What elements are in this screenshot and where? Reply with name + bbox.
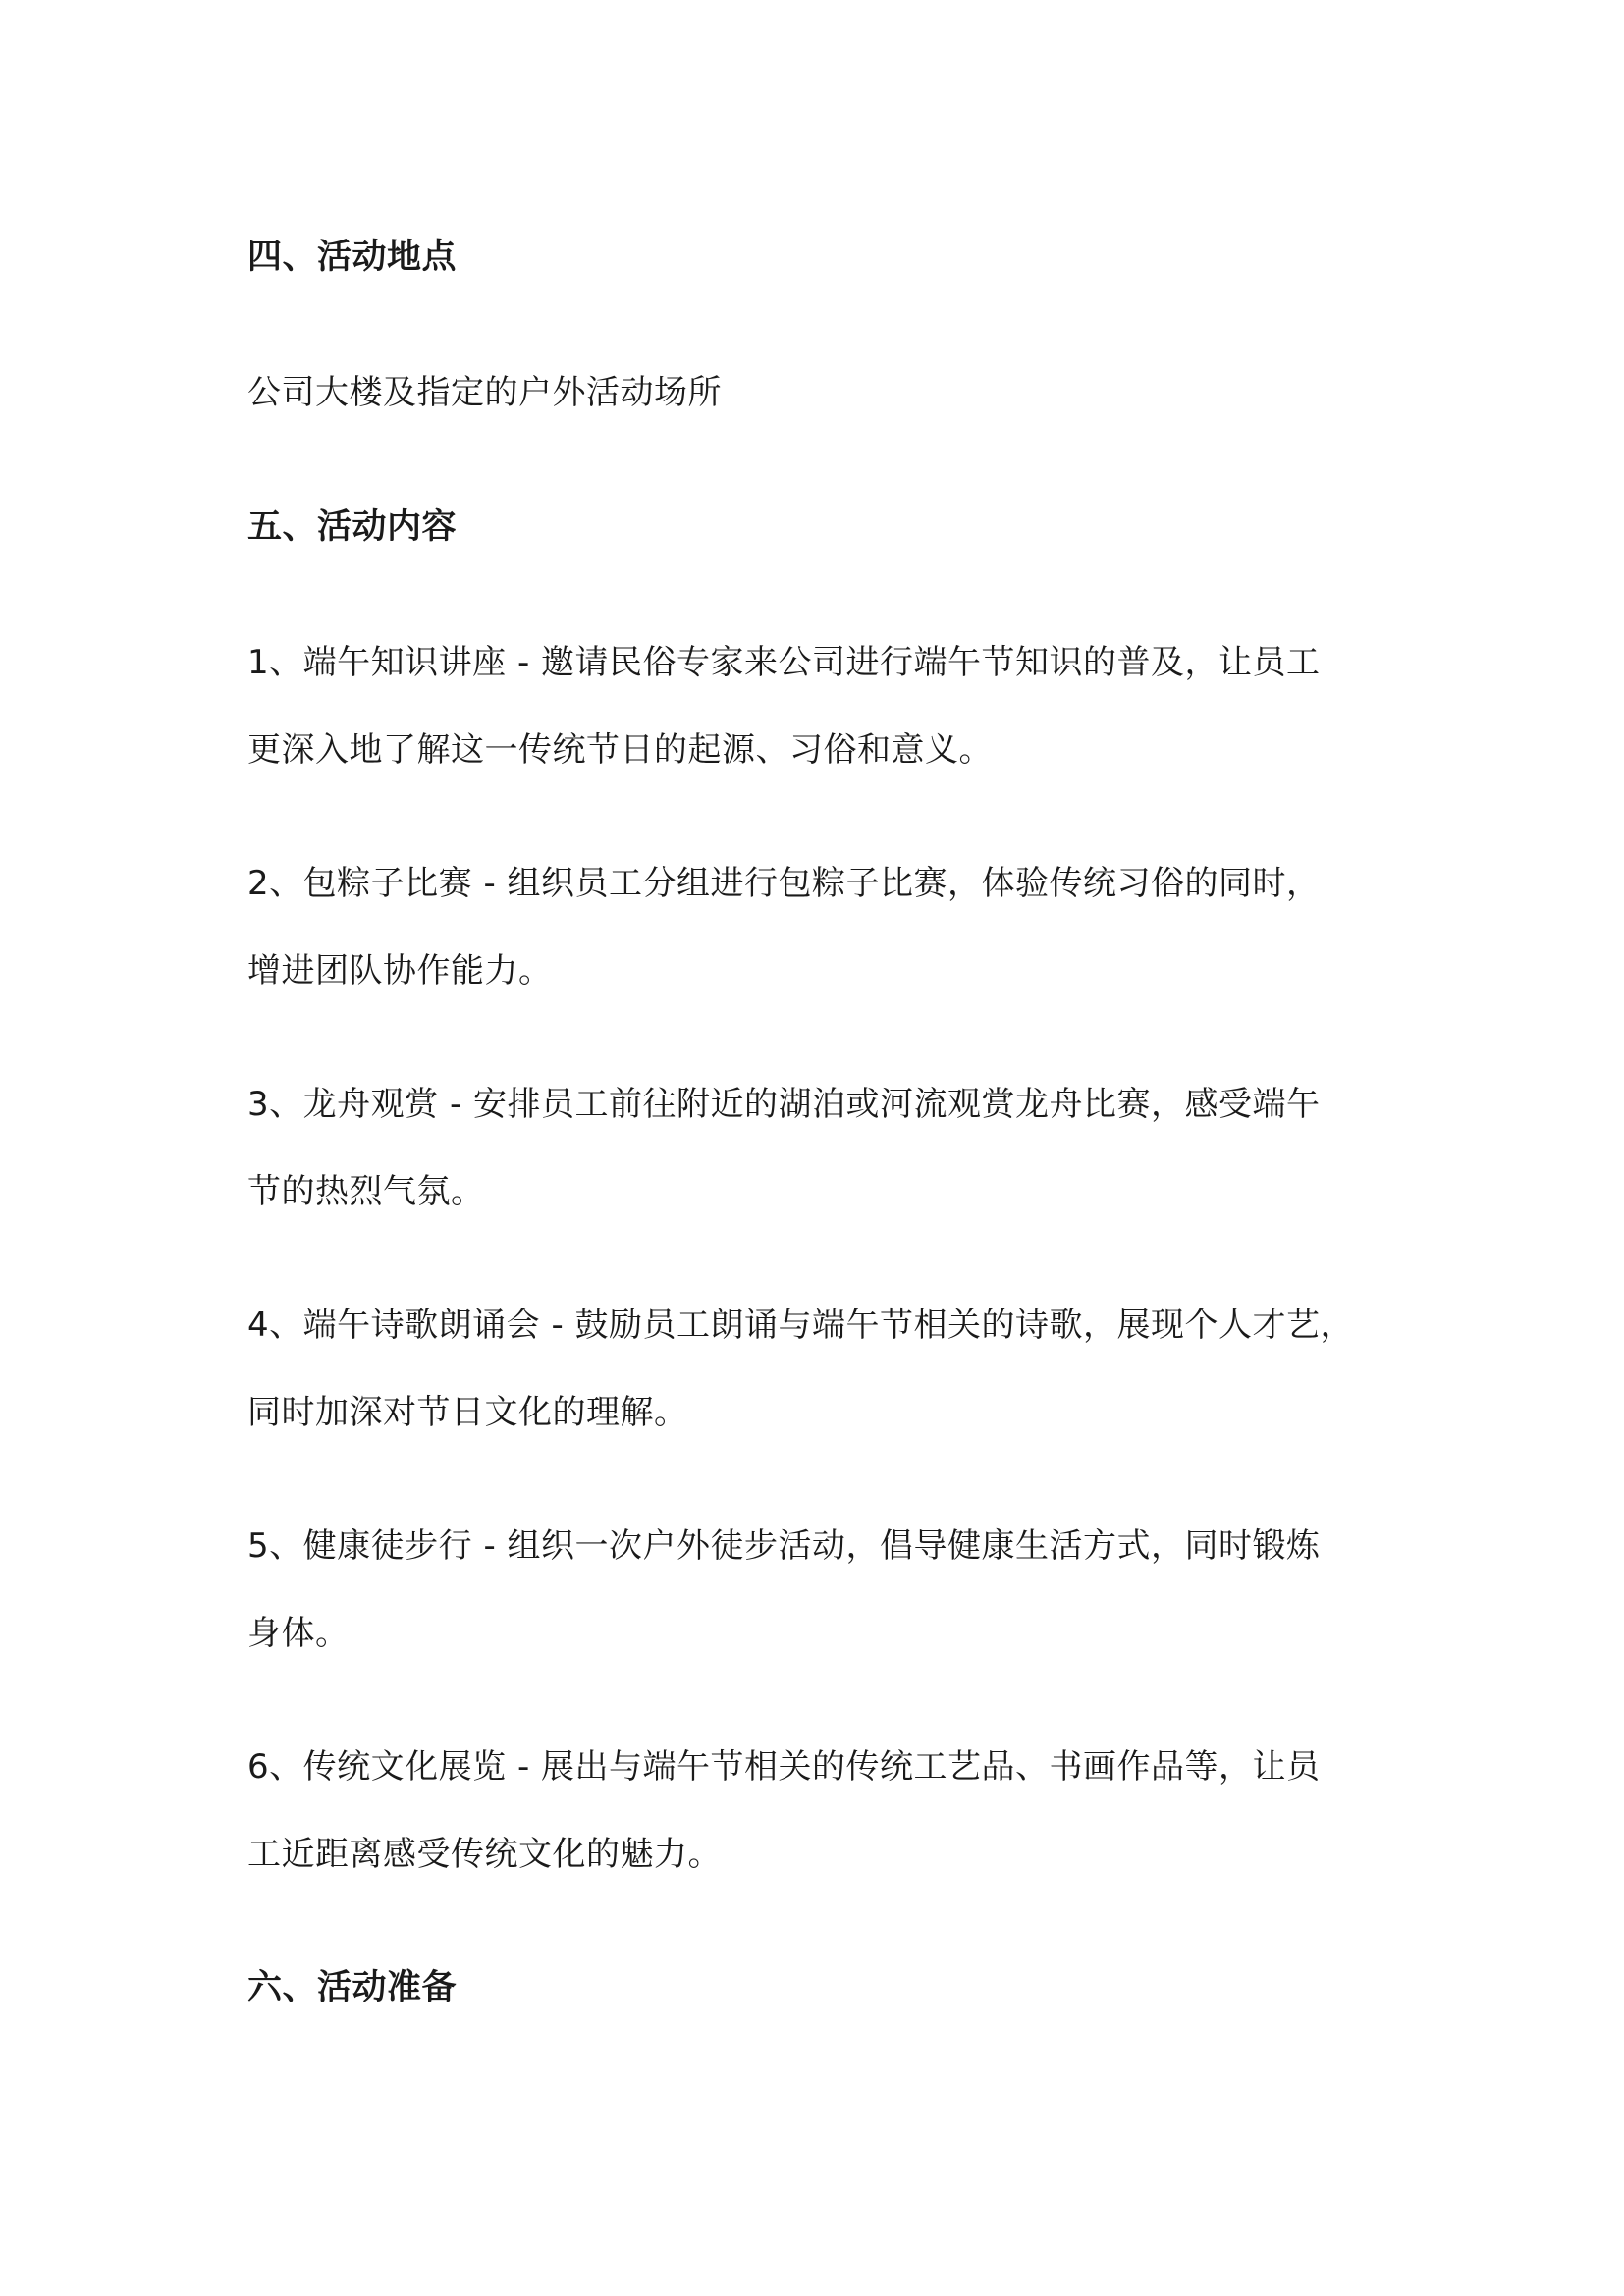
content-item-5-line-2: 身体。 (247, 1614, 350, 1653)
content-item-6-line-1: 6、传统文化展览 - 展出与端午节相关的传统工艺品、书画作品等，让员 (247, 1747, 1321, 1787)
section-heading-location: 四、活动地点 (247, 238, 458, 277)
content-item-1-line-2: 更深入地了解这一传统节日的起源、习俗和意义。 (247, 730, 993, 770)
content-item-2-line-2: 增进团队协作能力。 (247, 951, 553, 990)
content-item-6-line-2: 工近距离感受传统文化的魅力。 (247, 1835, 722, 1874)
content-item-3-line-2: 节的热烈气氛。 (247, 1172, 485, 1211)
location-text: 公司大楼及指定的户外活动场所 (247, 373, 722, 412)
section-heading-content: 五、活动内容 (247, 507, 458, 547)
content-item-1-line-1: 1、端午知识讲座 - 邀请民俗专家来公司进行端午节知识的普及，让员工 (247, 643, 1321, 682)
content-item-5-line-1: 5、健康徒步行 - 组织一次户外徒步活动，倡导健康生活方式，同时锻炼 (247, 1526, 1321, 1566)
content-item-3-line-1: 3、龙舟观赏 - 安排员工前往附近的湖泊或河流观赏龙舟比赛，感受端午 (247, 1085, 1321, 1124)
content-item-2-line-1: 2、包粽子比赛 - 组织员工分组进行包粽子比赛，体验传统习俗的同时， (247, 864, 1321, 903)
section-heading-preparation: 六、活动准备 (247, 1968, 458, 2007)
content-item-4-line-1: 4、端午诗歌朗诵会 - 鼓励员工朗诵与端午节相关的诗歌，展现个人才艺， (247, 1306, 1355, 1345)
content-item-4-line-2: 同时加深对节日文化的理解。 (247, 1393, 688, 1432)
